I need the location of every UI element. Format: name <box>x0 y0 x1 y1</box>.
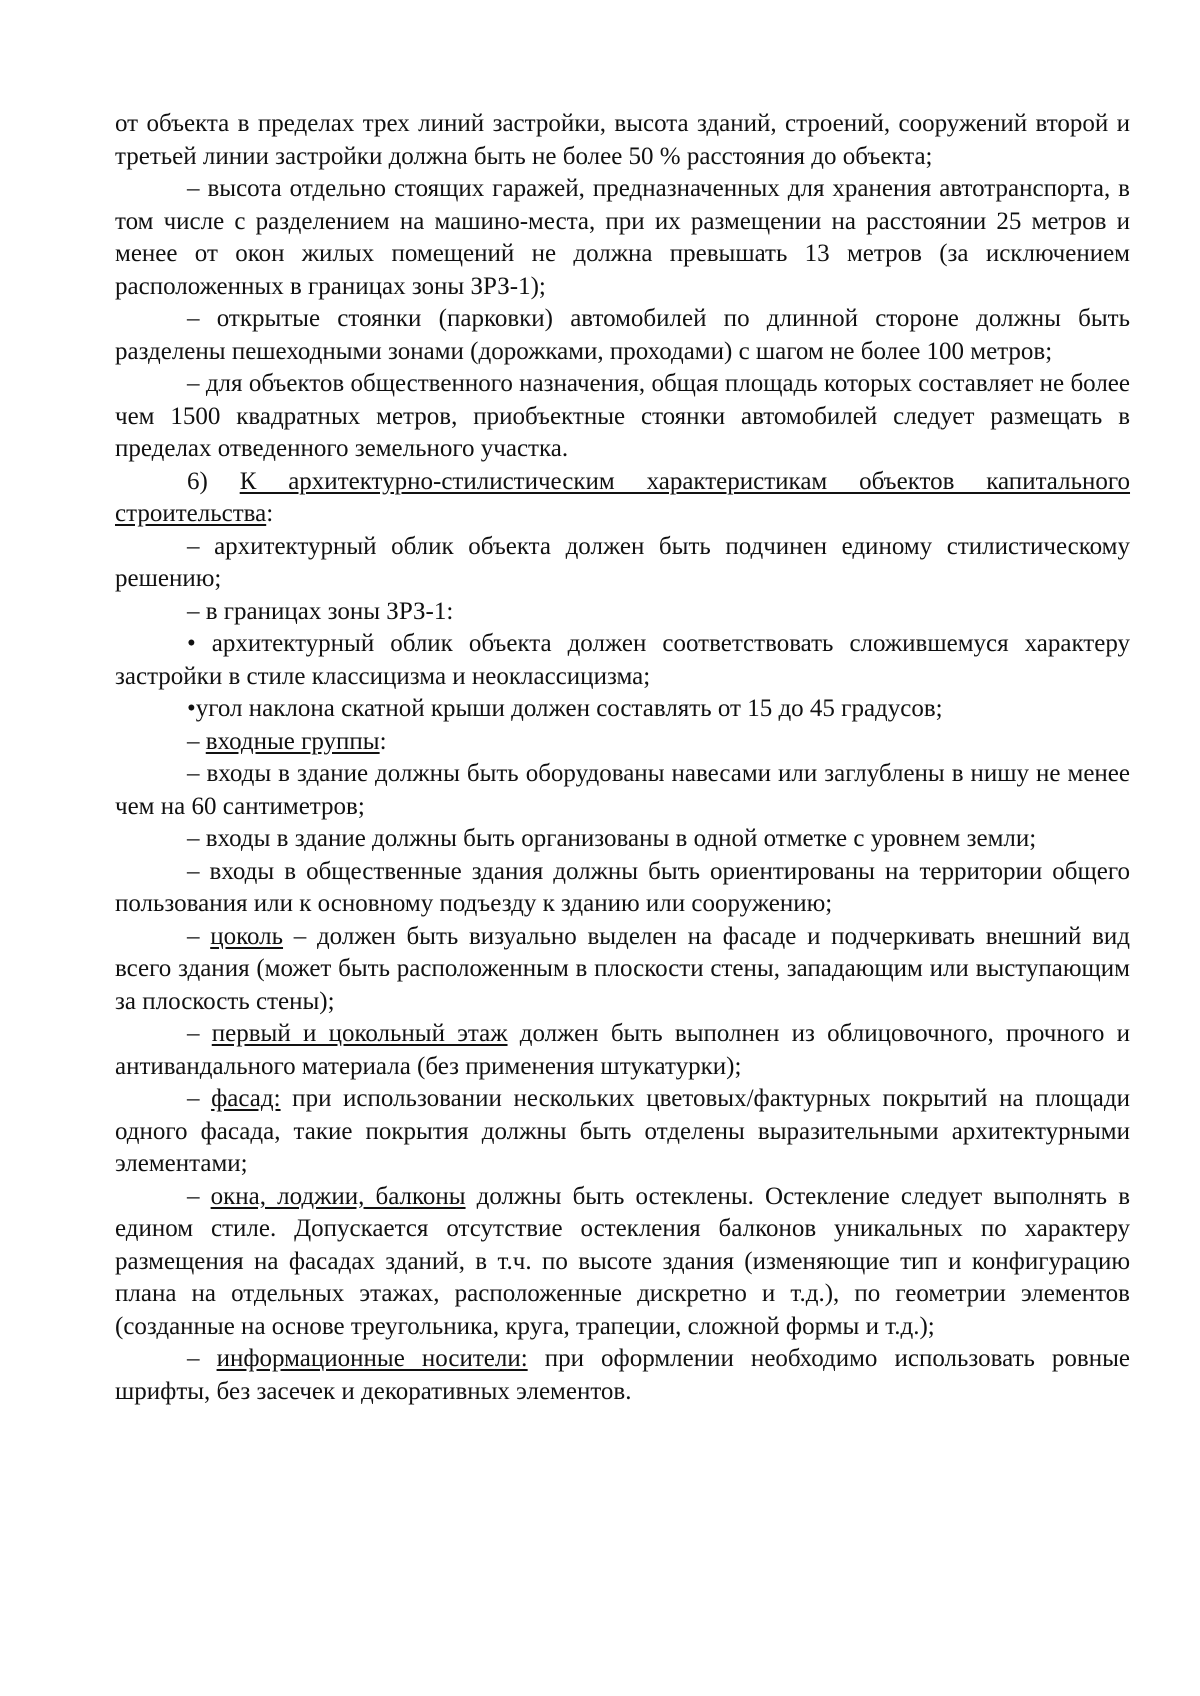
term-first-floor: первый и цокольный этаж <box>211 1020 508 1047</box>
term-plinth: цоколь <box>210 922 284 950</box>
paragraph-open-parking: – открытые стоянки (парковки) автомобилей по длинной стороне должны быть разделены пешеходными зонами (дорожками, проходами) с шагом не более 100 метров; <box>115 305 1130 365</box>
paragraph-entrances-canopies: – входы в здание должны быть оборудованы навесами или заглублены в нишу не менее чем на 60 сантиметров; <box>115 760 1130 820</box>
section-heading-text: К архитектурно-стилистическим характеристикам объектов капитального строительства <box>115 467 1131 527</box>
paragraph-facade: – фасад: при использовании нескольких цветовых/фактурных покрытий на площади одного фасада, такие покрытия должны быть отделены выразительными архитектурными элементами; <box>115 1085 1130 1177</box>
paragraph-plinth: – цоколь – должен быть визуально выделен на фасаде и подчеркивать внешний вид всего здания (может быть расположенным в плоскости стены, западающим или выступающим за плоскость стены); <box>115 922 1130 1015</box>
term-entrance-groups: входные группы <box>205 727 380 755</box>
term-information-carriers: информационные носители: <box>216 1345 528 1372</box>
paragraph-garages-height: – высота отдельно стоящих гаражей, предназначенных для хранения автотранспорта, в том числе с разделением на машино-места, при их размещении на расстоянии 25 метров и менее от окон жилых помещений не должна превышать 13 метров (за исключением расположенных в границах зоны ЗРЗ-1); <box>115 175 1130 300</box>
term-windows-balconies: окна, лоджии, балконы <box>210 1182 466 1210</box>
section-heading-colon: : <box>266 500 274 527</box>
paragraph-public-entrances: – входы в общественные здания должны быть ориентированы на территории общего пользования или к основному подъезду к зданию или сооружению; <box>115 857 1130 917</box>
bullet-roof-slope: •угол наклона скатной крыши должен составлять от 15 до 45 градусов; <box>187 695 943 722</box>
section-number: 6) <box>187 467 240 495</box>
paragraph-information-carriers: – информационные носители: при оформлении необходимо использовать ровные шрифты, без засечек и декоративных элементов. <box>115 1345 1130 1405</box>
paragraph-entrances-ground-level: – входы в здание должны быть организованы в одной отметке с уровнем земли; <box>187 825 1037 852</box>
paragraph-entrance-groups: – входные группы: <box>187 727 387 755</box>
paragraph-public-objects-parking: – для объектов общественного назначения, общая площадь которых составляет не более чем 1500 квадратных метров, приобъектные стоянки автомобилей следует размещать в пределах отведенного земельного участка. <box>115 370 1130 462</box>
section-6-heading <box>115 466 1130 531</box>
paragraph-first-floor: – первый и цокольный этаж должен быть выполнен из облицовочного, прочного и антивандального материала (без применения штукатурки); <box>115 1020 1130 1080</box>
paragraph-zone-zrz1: – в границах зоны ЗРЗ-1: <box>187 597 454 625</box>
paragraph-continuation: от объекта в пределах трех линий застройки, высота зданий, строений, сооружений второй и третьей линии застройки должна быть не более 50 % расстояния до объекта; <box>115 110 1130 170</box>
paragraph-windows-balconies: – окна, лоджии, балконы должны быть остеклены. Остекление следует выполнять в едином стиле. Допускается отсутствие остекления балконов уникальных по характеру размещения на фасадах зданий, в т.ч. по высоте здания (изменяющие тип и конфигурацию плана на отдельных этажах, расположенные дискретно и т.д.), по геометрии элементов (созданные на основе треугольника, круга, трапеции, сложной формы и т.д.); <box>115 1182 1131 1340</box>
paragraph-architectural-appearance: – архитектурный облик объекта должен быть подчинен единому стилистическому решению; <box>115 532 1130 592</box>
term-facade: фасад: <box>211 1085 281 1112</box>
bullet-classicism-style: • архитектурный облик объекта должен соответствовать сложившемуся характеру застройки в стиле классицизма и неоклассицизма; <box>115 630 1130 690</box>
